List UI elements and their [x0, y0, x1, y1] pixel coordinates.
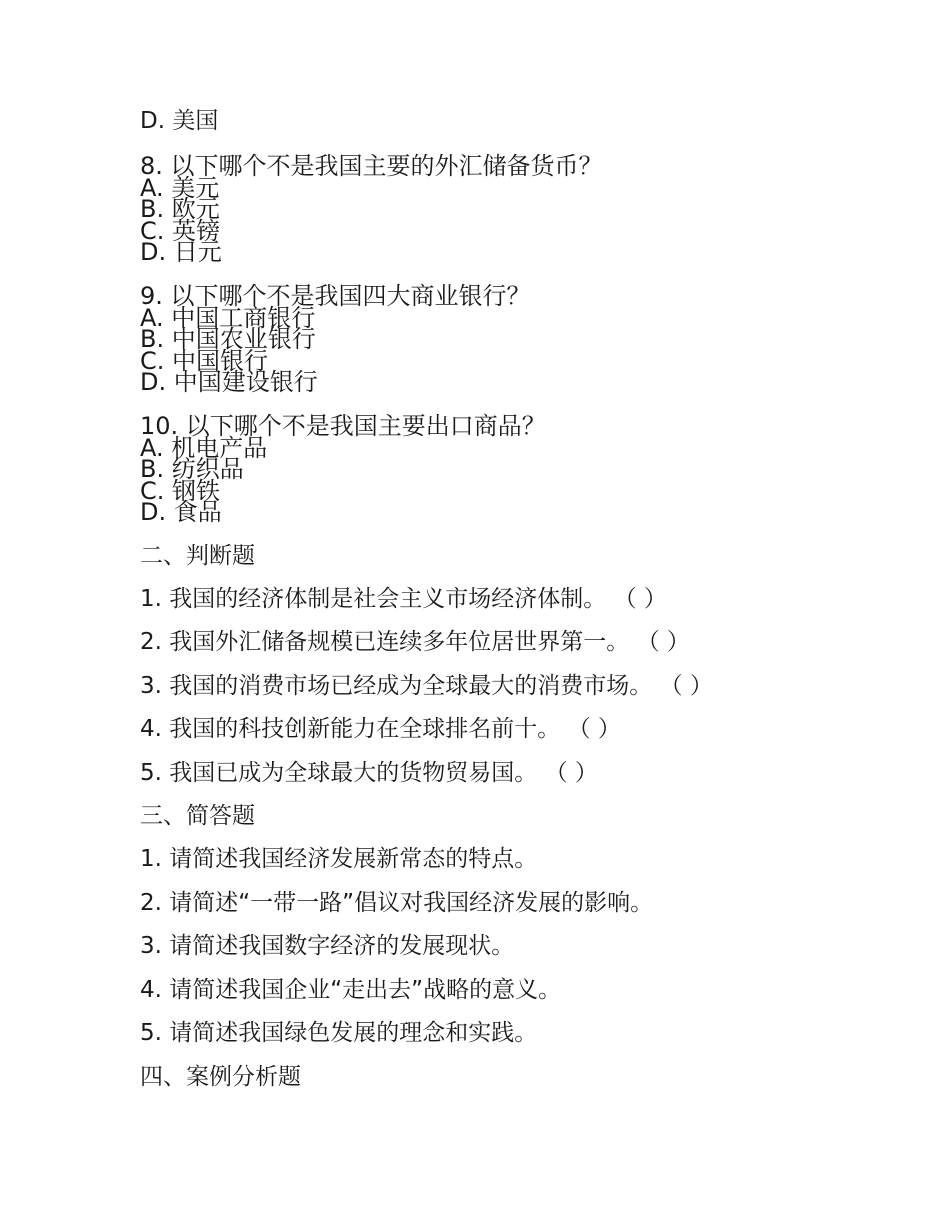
question-9-option-b: B. 中国农业银行	[140, 325, 316, 353]
question-8-option-b: B. 欧元	[140, 195, 220, 223]
section-short-answer-title: 三、简答题	[140, 803, 255, 829]
question-9-option-d: D. 中国建设银行	[140, 368, 318, 396]
question-8-option-d: D. 日元	[140, 238, 222, 266]
question-10-option-c: C. 钢铁	[140, 477, 221, 505]
carryover-option: D. 美国	[140, 108, 219, 134]
question-10-option-d: D. 食品	[140, 498, 222, 526]
question-10-stem: 10. 以下哪个不是我国主要出口商品？	[140, 412, 546, 440]
short-answer-item-1: 1. 请简述我国经济发展新常态的特点。	[140, 846, 538, 872]
question-9-stem: 9. 以下哪个不是我国四大商业银行？	[140, 282, 531, 310]
judgment-item-3: 3. 我国的消费市场已经成为全球最大的消费市场。 （ ）	[140, 673, 713, 699]
short-answer-item-4: 4. 请简述我国企业“走出去”战略的意义。	[140, 977, 562, 1003]
question-10-option-b: B. 纺织品	[140, 455, 244, 483]
question-10-option-a: A. 机电产品	[140, 434, 268, 462]
short-answer-item-3: 3. 请简述我国数字经济的发展现状。	[140, 933, 515, 959]
short-answer-item-2: 2. 请简述“一带一路”倡议对我国经济发展的影响。	[140, 890, 654, 916]
short-answer-item-5: 5. 请简述我国绿色发展的理念和实践。	[140, 1020, 538, 1046]
question-9-option-a: A. 中国工商银行	[140, 304, 316, 332]
section-judgment-title: 二、判断题	[140, 543, 255, 569]
judgment-item-2: 2. 我国外汇储备规模已连续多年位居世界第一。 （ ）	[140, 629, 690, 655]
document-page	[140, 0, 900, 1230]
judgment-item-5: 5. 我国已成为全球最大的货物贸易国。 （ ）	[140, 760, 598, 786]
judgment-item-1: 1. 我国的经济体制是社会主义市场经济体制。 （ ）	[140, 586, 667, 612]
question-8-option-c: C. 英镑	[140, 217, 221, 245]
question-9-option-c: C. 中国银行	[140, 347, 269, 375]
question-8-stem: 8. 以下哪个不是我国主要的外汇储备货币？	[140, 152, 603, 180]
section-case-title: 四、案例分析题	[140, 1064, 301, 1090]
question-8-option-a: A. 美元	[140, 174, 220, 202]
judgment-item-4: 4. 我国的科技创新能力在全球排名前十。 （ ）	[140, 716, 621, 742]
